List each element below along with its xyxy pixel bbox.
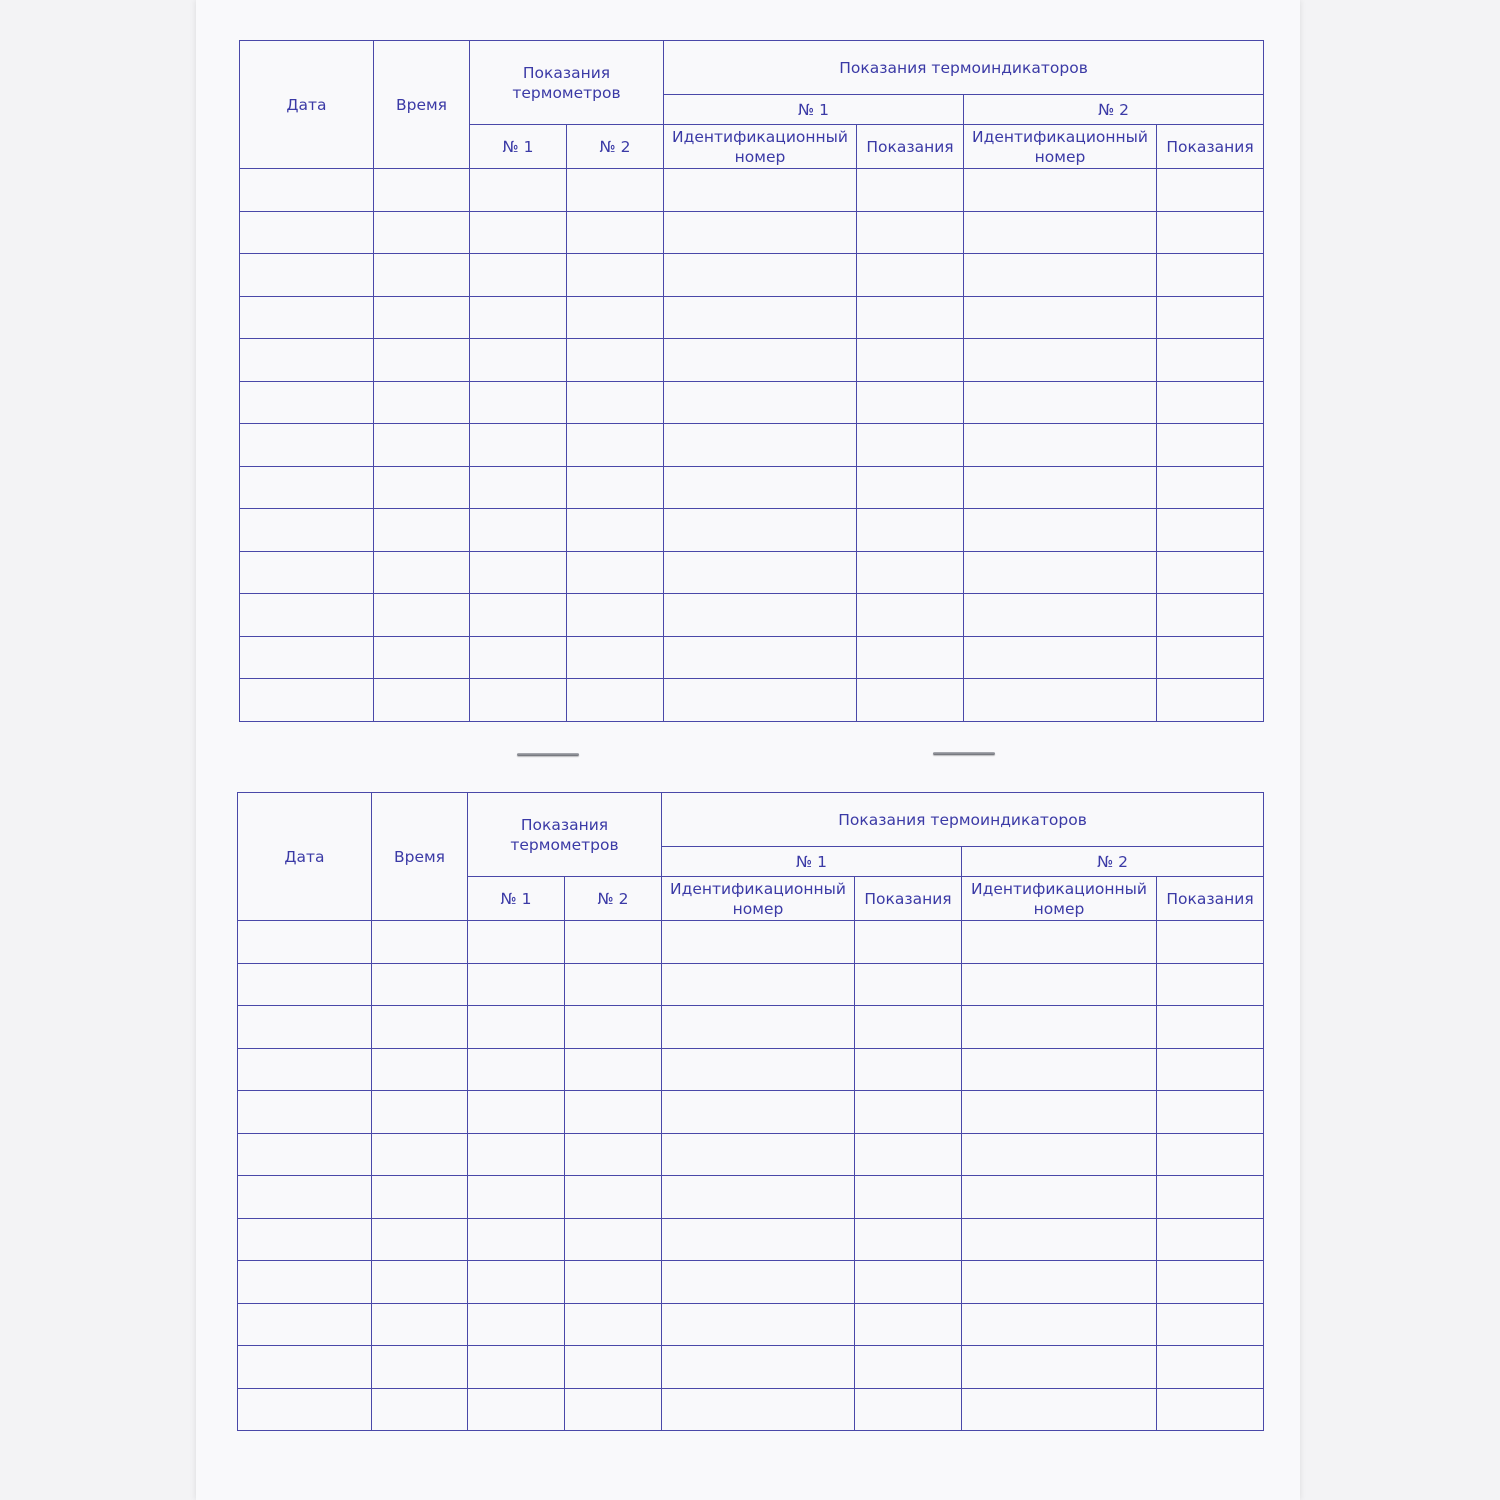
date-cell[interactable] xyxy=(238,1048,372,1091)
indicator-2-id-cell[interactable] xyxy=(964,211,1157,254)
log-row xyxy=(240,254,1264,297)
date-cell[interactable] xyxy=(238,921,372,964)
log-row xyxy=(238,921,1264,964)
date-cell[interactable] xyxy=(240,509,374,552)
date-cell[interactable] xyxy=(240,211,374,254)
thermometer-1-cell[interactable] xyxy=(468,1006,565,1049)
thermometer-2-cell[interactable] xyxy=(565,1176,662,1219)
header-date: Дата xyxy=(238,793,372,921)
thermometer-2-cell[interactable] xyxy=(567,594,664,637)
thermometer-2-cell[interactable] xyxy=(567,381,664,424)
thermometer-2-cell[interactable] xyxy=(565,1261,662,1304)
log-row xyxy=(240,169,1264,212)
indicator-1-id-cell[interactable] xyxy=(662,1261,855,1304)
indicator-2-id-cell[interactable] xyxy=(962,1388,1157,1431)
time-cell[interactable] xyxy=(372,1006,468,1049)
log-row xyxy=(238,1091,1264,1134)
log-row xyxy=(238,1346,1264,1389)
header-reading-2: Показания xyxy=(1157,125,1264,169)
indicator-2-reading-cell[interactable] xyxy=(1157,1261,1264,1304)
indicator-2-id-cell[interactable] xyxy=(964,254,1157,297)
indicator-1-id-cell[interactable] xyxy=(664,339,857,382)
date-cell[interactable] xyxy=(240,679,374,722)
indicator-1-reading-cell[interactable] xyxy=(855,963,962,1006)
indicator-1-reading-cell[interactable] xyxy=(857,679,964,722)
indicator-1-reading-cell[interactable] xyxy=(857,381,964,424)
thermometer-1-cell[interactable] xyxy=(468,1303,565,1346)
indicator-2-id-cell[interactable] xyxy=(964,551,1157,594)
time-cell[interactable] xyxy=(372,921,468,964)
indicator-2-id-cell[interactable] xyxy=(962,1048,1157,1091)
indicator-1-reading-cell[interactable] xyxy=(857,211,964,254)
header-id-number-1 xyxy=(662,877,855,921)
log-row xyxy=(240,594,1264,637)
indicator-1-reading-cell[interactable] xyxy=(857,466,964,509)
indicator-1-id-cell[interactable] xyxy=(662,963,855,1006)
header-id-number-2-label: Идентификационный номер xyxy=(971,879,1147,918)
indicator-2-reading-cell[interactable] xyxy=(1157,551,1264,594)
indicator-2-id-cell[interactable] xyxy=(964,296,1157,339)
indicator-2-id-cell[interactable] xyxy=(964,466,1157,509)
thermometer-1-cell[interactable] xyxy=(470,211,567,254)
indicator-1-id-cell[interactable] xyxy=(664,296,857,339)
indicator-2-reading-cell[interactable] xyxy=(1157,211,1264,254)
indicator-2-reading-cell[interactable] xyxy=(1157,1303,1264,1346)
indicator-2-id-cell[interactable] xyxy=(962,1091,1157,1134)
thermometer-2-cell[interactable] xyxy=(567,466,664,509)
indicator-2-reading-cell[interactable] xyxy=(1157,424,1264,467)
thermometer-1-cell[interactable] xyxy=(470,169,567,212)
indicator-2-id-cell[interactable] xyxy=(962,1218,1157,1261)
thermometer-1-cell[interactable] xyxy=(468,1176,565,1219)
thermometer-1-cell[interactable] xyxy=(468,921,565,964)
header-id-number-1-label: Идентификационный номер xyxy=(672,127,848,166)
indicator-1-id-cell[interactable] xyxy=(662,1346,855,1389)
header-thermometer-1: № 1 xyxy=(470,125,567,169)
log-row xyxy=(240,509,1264,552)
indicator-1-id-cell[interactable] xyxy=(664,169,857,212)
thermometer-2-cell[interactable] xyxy=(565,1048,662,1091)
log-row xyxy=(238,1218,1264,1261)
date-cell[interactable] xyxy=(238,1006,372,1049)
log-row xyxy=(238,1133,1264,1176)
header-thermometers-label: Показания термометров xyxy=(510,815,619,854)
log-rows xyxy=(238,921,1264,1431)
date-cell[interactable] xyxy=(240,594,374,637)
thermometer-2-cell[interactable] xyxy=(565,921,662,964)
thermometer-1-cell[interactable] xyxy=(470,254,567,297)
indicator-2-reading-cell[interactable] xyxy=(1157,1006,1264,1049)
indicator-2-reading-cell[interactable] xyxy=(1157,679,1264,722)
header-id-number-2 xyxy=(964,125,1157,169)
indicator-2-reading-cell[interactable] xyxy=(1157,1133,1264,1176)
indicator-2-reading-cell[interactable] xyxy=(1157,1346,1264,1389)
indicator-1-reading-cell[interactable] xyxy=(857,296,964,339)
indicator-2-reading-cell[interactable] xyxy=(1157,594,1264,637)
log-row xyxy=(238,1176,1264,1219)
header-reading-1: Показания xyxy=(855,877,962,921)
time-cell[interactable] xyxy=(374,679,470,722)
temperature-log-table-top xyxy=(239,40,1264,722)
time-cell[interactable] xyxy=(374,551,470,594)
thermometer-2-cell[interactable] xyxy=(565,1346,662,1389)
thermometer-2-cell[interactable] xyxy=(567,254,664,297)
thermometer-1-cell[interactable] xyxy=(470,594,567,637)
indicator-1-id-cell[interactable] xyxy=(664,424,857,467)
time-cell[interactable] xyxy=(374,636,470,679)
indicator-1-id-cell[interactable] xyxy=(664,636,857,679)
thermometer-2-cell[interactable] xyxy=(567,679,664,722)
staple-right xyxy=(933,752,995,755)
thermometer-2-cell[interactable] xyxy=(567,636,664,679)
thermometer-2-cell[interactable] xyxy=(567,169,664,212)
header-thermometer-2: № 2 xyxy=(565,877,662,921)
date-cell[interactable] xyxy=(238,1091,372,1134)
temperature-log-table-bottom xyxy=(237,792,1264,1431)
indicator-2-reading-cell[interactable] xyxy=(1157,1176,1264,1219)
thermometer-2-cell[interactable] xyxy=(567,296,664,339)
thermometer-1-cell[interactable] xyxy=(468,1091,565,1134)
thermometer-2-cell[interactable] xyxy=(565,1006,662,1049)
indicator-2-reading-cell[interactable] xyxy=(1157,1091,1264,1134)
indicator-1-id-cell[interactable] xyxy=(662,1218,855,1261)
indicator-1-reading-cell[interactable] xyxy=(857,339,964,382)
indicator-1-id-cell[interactable] xyxy=(662,921,855,964)
date-cell[interactable] xyxy=(238,1218,372,1261)
indicator-2-id-cell[interactable] xyxy=(962,963,1157,1006)
indicator-2-id-cell[interactable] xyxy=(964,636,1157,679)
log-row xyxy=(238,1048,1264,1091)
date-cell[interactable] xyxy=(240,466,374,509)
thermometer-1-cell[interactable] xyxy=(470,381,567,424)
thermometer-2-cell[interactable] xyxy=(567,424,664,467)
indicator-1-reading-cell[interactable] xyxy=(857,551,964,594)
indicator-2-reading-cell[interactable] xyxy=(1157,963,1264,1006)
indicator-2-id-cell[interactable] xyxy=(964,169,1157,212)
time-cell[interactable] xyxy=(372,1133,468,1176)
header-time: Время xyxy=(372,793,468,921)
thermometer-2-cell[interactable] xyxy=(565,1218,662,1261)
indicator-1-id-cell[interactable] xyxy=(662,1048,855,1091)
indicator-1-id-cell[interactable] xyxy=(662,1133,855,1176)
indicator-1-id-cell[interactable] xyxy=(664,466,857,509)
indicator-2-reading-cell[interactable] xyxy=(1157,509,1264,552)
indicator-1-reading-cell[interactable] xyxy=(855,1303,962,1346)
date-cell[interactable] xyxy=(238,1303,372,1346)
header-thermometers-label: Показания термометров xyxy=(512,63,621,102)
time-cell[interactable] xyxy=(372,963,468,1006)
log-row xyxy=(238,1006,1264,1049)
header-id-number-1-label: Идентификационный номер xyxy=(670,879,846,918)
header-time: Время xyxy=(374,41,470,169)
thermometer-1-cell[interactable] xyxy=(468,1388,565,1431)
thermometer-1-cell[interactable] xyxy=(470,466,567,509)
indicator-2-id-cell[interactable] xyxy=(964,339,1157,382)
time-cell[interactable] xyxy=(374,339,470,382)
header-indicator-2: № 2 xyxy=(962,847,1264,877)
log-row xyxy=(240,339,1264,382)
date-cell[interactable] xyxy=(240,296,374,339)
date-cell[interactable] xyxy=(240,339,374,382)
thermometer-1-cell[interactable] xyxy=(468,1218,565,1261)
indicator-2-reading-cell[interactable] xyxy=(1157,1218,1264,1261)
indicator-2-id-cell[interactable] xyxy=(964,424,1157,467)
date-cell[interactable] xyxy=(238,963,372,1006)
header-reading-1: Показания xyxy=(857,125,964,169)
indicator-2-reading-cell[interactable] xyxy=(1157,1388,1264,1431)
header-id-number-2 xyxy=(962,877,1157,921)
log-row xyxy=(240,211,1264,254)
date-cell[interactable] xyxy=(238,1346,372,1389)
header-thermometer-1: № 1 xyxy=(468,877,565,921)
log-row xyxy=(240,679,1264,722)
time-cell[interactable] xyxy=(372,1176,468,1219)
date-cell[interactable] xyxy=(240,551,374,594)
log-row xyxy=(238,1388,1264,1431)
indicator-1-reading-cell[interactable] xyxy=(857,509,964,552)
journal-page xyxy=(196,0,1300,1500)
date-cell[interactable] xyxy=(238,1133,372,1176)
log-row xyxy=(240,551,1264,594)
thermometer-1-cell[interactable] xyxy=(468,1261,565,1304)
log-row xyxy=(240,424,1264,467)
time-cell[interactable] xyxy=(374,381,470,424)
log-row xyxy=(240,296,1264,339)
header-indicator-1: № 1 xyxy=(662,847,962,877)
header-thermometers xyxy=(468,793,662,877)
time-cell[interactable] xyxy=(372,1048,468,1091)
time-cell[interactable] xyxy=(374,211,470,254)
thermometer-2-cell[interactable] xyxy=(565,1133,662,1176)
indicator-2-id-cell[interactable] xyxy=(962,1346,1157,1389)
thermometer-2-cell[interactable] xyxy=(567,509,664,552)
header-thermometers xyxy=(470,41,664,125)
log-row xyxy=(238,1303,1264,1346)
indicator-2-id-cell[interactable] xyxy=(962,1006,1157,1049)
indicator-2-id-cell[interactable] xyxy=(964,509,1157,552)
thermometer-2-cell[interactable] xyxy=(567,339,664,382)
header-id-number-1 xyxy=(664,125,857,169)
time-cell[interactable] xyxy=(374,424,470,467)
time-cell[interactable] xyxy=(372,1303,468,1346)
indicator-2-reading-cell[interactable] xyxy=(1157,466,1264,509)
indicator-1-reading-cell[interactable] xyxy=(855,1048,962,1091)
time-cell[interactable] xyxy=(374,594,470,637)
time-cell[interactable] xyxy=(374,509,470,552)
log-row xyxy=(240,466,1264,509)
header-indicator-1: № 1 xyxy=(664,95,964,125)
indicator-1-reading-cell[interactable] xyxy=(855,1176,962,1219)
time-cell[interactable] xyxy=(372,1346,468,1389)
indicator-1-id-cell[interactable] xyxy=(662,1388,855,1431)
date-cell[interactable] xyxy=(240,636,374,679)
thermometer-2-cell[interactable] xyxy=(565,1303,662,1346)
header-thermoindicators: Показания термоиндикаторов xyxy=(664,41,1264,95)
indicator-1-id-cell[interactable] xyxy=(664,551,857,594)
thermometer-1-cell[interactable] xyxy=(468,963,565,1006)
indicator-1-reading-cell[interactable] xyxy=(857,254,964,297)
indicator-2-id-cell[interactable] xyxy=(964,381,1157,424)
indicator-2-id-cell[interactable] xyxy=(962,921,1157,964)
indicator-1-reading-cell[interactable] xyxy=(855,1091,962,1134)
indicator-1-id-cell[interactable] xyxy=(664,211,857,254)
indicator-1-id-cell[interactable] xyxy=(662,1006,855,1049)
header-thermoindicators: Показания термоиндикаторов xyxy=(662,793,1264,847)
indicator-2-reading-cell[interactable] xyxy=(1157,339,1264,382)
thermometer-1-cell[interactable] xyxy=(470,424,567,467)
date-cell[interactable] xyxy=(240,424,374,467)
indicator-1-reading-cell[interactable] xyxy=(857,594,964,637)
indicator-1-reading-cell[interactable] xyxy=(855,921,962,964)
indicator-1-reading-cell[interactable] xyxy=(855,1218,962,1261)
thermometer-1-cell[interactable] xyxy=(468,1133,565,1176)
thermometer-1-cell[interactable] xyxy=(470,296,567,339)
time-cell[interactable] xyxy=(374,169,470,212)
indicator-2-reading-cell[interactable] xyxy=(1157,1048,1264,1091)
time-cell[interactable] xyxy=(374,254,470,297)
indicator-1-id-cell[interactable] xyxy=(664,509,857,552)
thermometer-1-cell[interactable] xyxy=(470,679,567,722)
header-thermometer-2: № 2 xyxy=(567,125,664,169)
indicator-1-reading-cell[interactable] xyxy=(855,1006,962,1049)
indicator-2-reading-cell[interactable] xyxy=(1157,254,1264,297)
indicator-1-reading-cell[interactable] xyxy=(855,1133,962,1176)
indicator-2-id-cell[interactable] xyxy=(962,1261,1157,1304)
header-date: Дата xyxy=(240,41,374,169)
thermometer-1-cell[interactable] xyxy=(470,509,567,552)
indicator-1-id-cell[interactable] xyxy=(664,381,857,424)
thermometer-2-cell[interactable] xyxy=(567,551,664,594)
indicator-1-reading-cell[interactable] xyxy=(857,636,964,679)
thermometer-1-cell[interactable] xyxy=(468,1048,565,1091)
date-cell[interactable] xyxy=(240,381,374,424)
indicator-2-reading-cell[interactable] xyxy=(1157,921,1264,964)
indicator-2-id-cell[interactable] xyxy=(964,679,1157,722)
indicator-1-id-cell[interactable] xyxy=(664,254,857,297)
log-row xyxy=(240,381,1264,424)
indicator-2-id-cell[interactable] xyxy=(964,594,1157,637)
thermometer-1-cell[interactable] xyxy=(470,636,567,679)
time-cell[interactable] xyxy=(372,1261,468,1304)
thermometer-2-cell[interactable] xyxy=(565,963,662,1006)
log-row xyxy=(238,1261,1264,1304)
log-row xyxy=(238,963,1264,1006)
thermometer-1-cell[interactable] xyxy=(468,1346,565,1389)
time-cell[interactable] xyxy=(372,1218,468,1261)
date-cell[interactable] xyxy=(238,1176,372,1219)
header-id-number-2-label: Идентификационный номер xyxy=(972,127,1148,166)
indicator-1-reading-cell[interactable] xyxy=(855,1388,962,1431)
header-reading-2: Показания xyxy=(1157,877,1264,921)
staple-left xyxy=(517,753,579,756)
indicator-1-id-cell[interactable] xyxy=(662,1091,855,1134)
time-cell[interactable] xyxy=(374,296,470,339)
indicator-2-reading-cell[interactable] xyxy=(1157,169,1264,212)
indicator-2-id-cell[interactable] xyxy=(962,1133,1157,1176)
indicator-2-reading-cell[interactable] xyxy=(1157,296,1264,339)
indicator-1-reading-cell[interactable] xyxy=(855,1346,962,1389)
thermometer-2-cell[interactable] xyxy=(565,1091,662,1134)
indicator-2-id-cell[interactable] xyxy=(962,1303,1157,1346)
indicator-1-reading-cell[interactable] xyxy=(857,424,964,467)
indicator-1-id-cell[interactable] xyxy=(662,1303,855,1346)
date-cell[interactable] xyxy=(240,254,374,297)
indicator-1-id-cell[interactable] xyxy=(664,679,857,722)
indicator-1-id-cell[interactable] xyxy=(662,1176,855,1219)
thermometer-1-cell[interactable] xyxy=(470,339,567,382)
log-rows xyxy=(240,169,1264,722)
indicator-1-reading-cell[interactable] xyxy=(855,1261,962,1304)
time-cell[interactable] xyxy=(372,1091,468,1134)
indicator-2-reading-cell[interactable] xyxy=(1157,636,1264,679)
indicator-2-reading-cell[interactable] xyxy=(1157,381,1264,424)
date-cell[interactable] xyxy=(238,1261,372,1304)
date-cell[interactable] xyxy=(238,1388,372,1431)
thermometer-2-cell[interactable] xyxy=(567,211,664,254)
indicator-2-id-cell[interactable] xyxy=(962,1176,1157,1219)
indicator-1-reading-cell[interactable] xyxy=(857,169,964,212)
time-cell[interactable] xyxy=(372,1388,468,1431)
header-indicator-2: № 2 xyxy=(964,95,1264,125)
indicator-1-id-cell[interactable] xyxy=(664,594,857,637)
log-row xyxy=(240,636,1264,679)
time-cell[interactable] xyxy=(374,466,470,509)
thermometer-1-cell[interactable] xyxy=(470,551,567,594)
date-cell[interactable] xyxy=(240,169,374,212)
thermometer-2-cell[interactable] xyxy=(565,1388,662,1431)
